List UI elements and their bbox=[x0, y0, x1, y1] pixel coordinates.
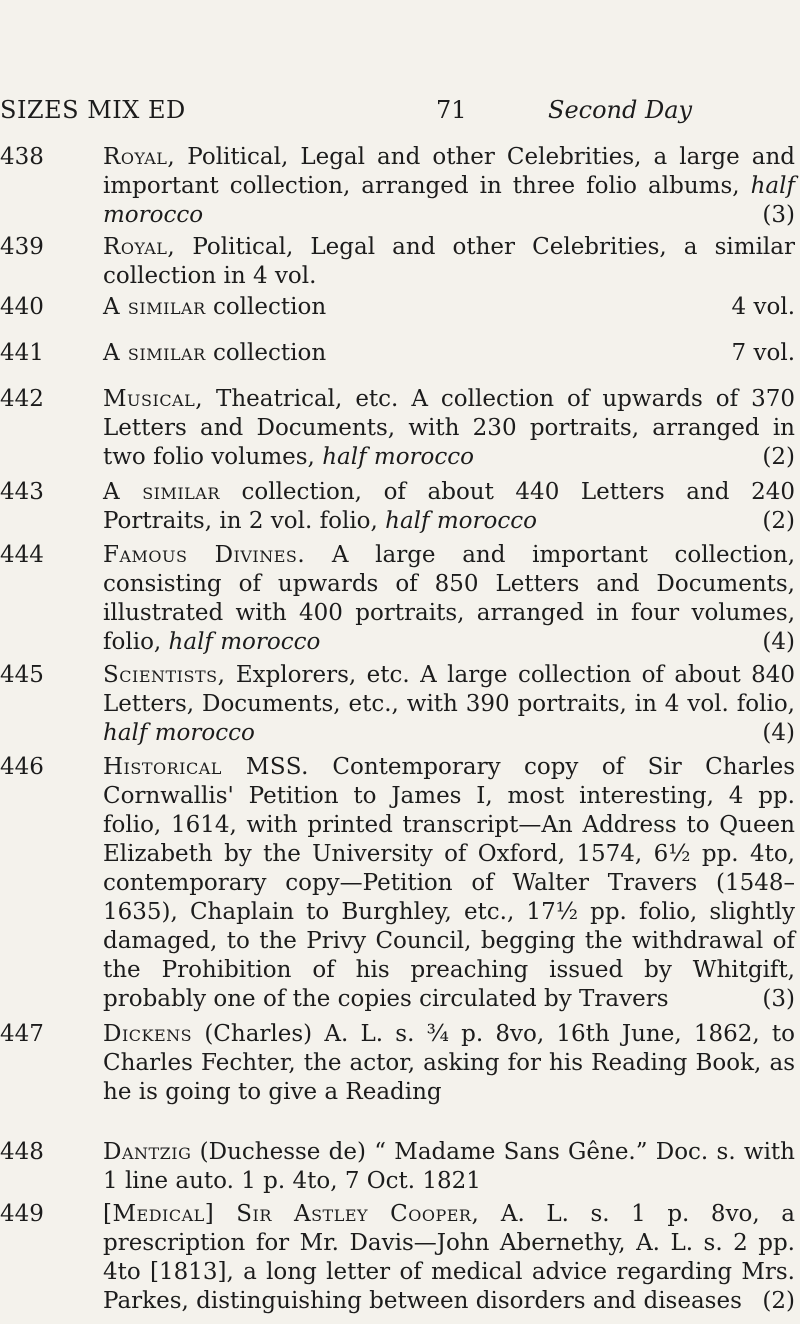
lot-description bbox=[103, 753, 795, 1014]
lot-number: 440 bbox=[0, 294, 44, 320]
lot-body: Political, Legal and other Celebrities, a large and important collection, arranged in three folio albums, bbox=[103, 144, 795, 199]
lot-description bbox=[103, 478, 795, 536]
lot-quantity: (4) bbox=[762, 629, 795, 655]
lot-number: 447 bbox=[0, 1021, 44, 1047]
lot-lead: [Medical] Sir Astley Cooper, bbox=[103, 1201, 480, 1227]
lot-lead: A similar bbox=[103, 479, 220, 505]
lot-body: A large and important collection, consisting of upwards of 850 Letters and Documents, illustrated with 400 portraits, arranged in four volumes, folio, bbox=[103, 542, 796, 655]
header-right: Second Day bbox=[548, 96, 693, 124]
lot-number: 441 bbox=[0, 340, 44, 366]
lot-body: collection, of about 440 Letters and 240 Portraits, in 2 vol. folio, bbox=[103, 479, 795, 534]
lot-lead: Dantzig bbox=[103, 1139, 192, 1165]
lot-description bbox=[103, 385, 795, 472]
lot-quantity: (2) bbox=[762, 508, 795, 534]
lot-body: Political, Legal and other Celebrities, a similar collection in 4 vol. bbox=[103, 234, 795, 289]
lot-body: Theatrical, etc. A collection of upwards of 370 Letters and Documents, with 230 portraits, arranged in two folio volumes, bbox=[103, 386, 795, 470]
lot-binding: half morocco bbox=[103, 173, 795, 228]
lot-number: 449 bbox=[0, 1201, 44, 1227]
lot-quantity: (4) bbox=[762, 720, 795, 746]
lot-lead: Royal, bbox=[103, 144, 176, 170]
lot-body: collection bbox=[205, 294, 327, 320]
page-number: 71 bbox=[436, 96, 467, 124]
lot-lead: Historical MSS. bbox=[103, 754, 309, 780]
lot-quantity: (3) bbox=[762, 202, 795, 228]
lot-lead: Musical, bbox=[103, 386, 204, 412]
lot-lead: A similar bbox=[103, 294, 206, 320]
lot-lead: Famous Divines. bbox=[103, 542, 306, 568]
lot-description bbox=[103, 339, 795, 368]
lot-number: 443 bbox=[0, 479, 44, 505]
lot-body: A. L. s. 1 p. 8vo, a prescription for Mr. Davis—John Abernethy, A. L. s. 2 pp. 4to [1813], a long letter of medical advice regarding Mrs. Parkes, distinguishing between disorders and diseases bbox=[103, 1201, 795, 1314]
lot-quantity: (2) bbox=[762, 444, 795, 470]
lot-quantity: 7 vol. bbox=[731, 340, 795, 366]
lot-description bbox=[103, 1200, 795, 1316]
lot-description bbox=[103, 1138, 795, 1196]
lot-lead: Scientists, bbox=[103, 662, 226, 688]
lot-body: collection bbox=[205, 340, 327, 366]
lot-lead: Dickens bbox=[103, 1021, 193, 1047]
lot-binding: half morocco bbox=[322, 444, 475, 470]
lot-body: (Duchesse de) “ Madame Sans Gêne.” Doc. s. with 1 line auto. 1 p. 4to, 7 Oct. 1821 bbox=[103, 1139, 795, 1194]
lot-lead: Royal, bbox=[103, 234, 176, 260]
page-header bbox=[0, 96, 800, 136]
lot-description bbox=[103, 661, 795, 748]
lot-body: (Charles) A. L. s. ¾ p. 8vo, 16th June, 1862, to Charles Fechter, the actor, asking for his Reading Book, as he is going to give a Reading bbox=[103, 1021, 795, 1105]
lot-number: 445 bbox=[0, 662, 44, 688]
lot-quantity: 4 vol. bbox=[731, 294, 795, 320]
lot-quantity: (3) bbox=[762, 986, 795, 1012]
lot-quantity: (2) bbox=[762, 1288, 795, 1314]
lot-number: 442 bbox=[0, 386, 44, 412]
lot-description bbox=[103, 143, 795, 230]
lot-number: 438 bbox=[0, 144, 44, 170]
lot-body: Contemporary copy of Sir Charles Cornwallis' Petition to James I, most interesting, 4 pp. folio, 1614, with printed transcript—An Address to Queen Elizabeth by the University of Oxford, 1574, 6½ pp. 4to, contemporary copy—Petition of Walter Travers (1548–1635), Chaplain to Burghley, etc., 17½ pp. folio, slightly damaged, to the Privy Council, begging the withdrawal of the Prohibition of his preaching issued by Whitgift, probably one of the copies circulated by Travers bbox=[103, 754, 795, 1012]
lot-description bbox=[103, 293, 795, 322]
lot-description bbox=[103, 1020, 795, 1107]
lot-number: 446 bbox=[0, 754, 44, 780]
lot-lead: A similar bbox=[103, 340, 206, 366]
lot-binding: half morocco bbox=[385, 508, 537, 534]
lot-description bbox=[103, 233, 795, 291]
header-left: SIZES MIX ED bbox=[0, 96, 186, 124]
lot-body: Explorers, etc. A large collection of about 840 Letters, Documents, etc., with 390 portraits, in 4 vol. folio, bbox=[103, 662, 795, 717]
lot-number: 444 bbox=[0, 542, 44, 568]
lot-binding: half morocco bbox=[103, 720, 255, 746]
lot-number: 448 bbox=[0, 1139, 44, 1165]
lot-description bbox=[103, 541, 795, 657]
lot-binding: half morocco bbox=[168, 629, 321, 655]
lot-number: 439 bbox=[0, 234, 44, 260]
